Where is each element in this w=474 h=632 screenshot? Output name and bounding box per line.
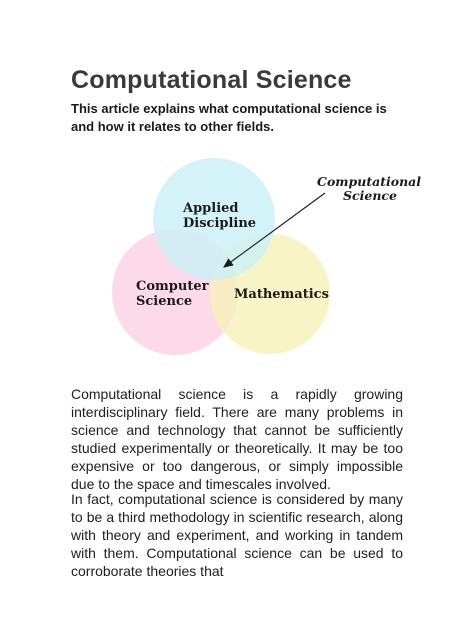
page-title: Computational Science <box>71 66 352 94</box>
venn-label-applied-line2: Discipline <box>183 216 257 231</box>
venn-label-computer-line1: Computer <box>136 279 209 294</box>
venn-label-mathematics: Mathematics <box>234 287 329 302</box>
paragraph-1: Computational science is a rapidly growing interdisciplinary field. There are many problems in science and technology that cannot be sufficiently studied experimentally or theoretically. It may be too expensive or too dangerous, or simply impossible due to the space and timescales involved. <box>71 386 403 492</box>
paragraph-2: In fact, computational science is considered by many to be a third methodology in scientific research, along with theory and experiment, and working in tandem with them. Computational science can be used to corroborate theories that <box>71 491 403 579</box>
page-subtitle: This article explains what computational science is and how it relates to other fields. <box>71 101 387 134</box>
callout-label-line2: Science <box>343 188 397 203</box>
venn-label-computer-line2: Science <box>136 294 193 309</box>
venn-label-applied-line1: Applied <box>183 201 239 216</box>
callout-label-line1: Computational <box>317 174 422 189</box>
